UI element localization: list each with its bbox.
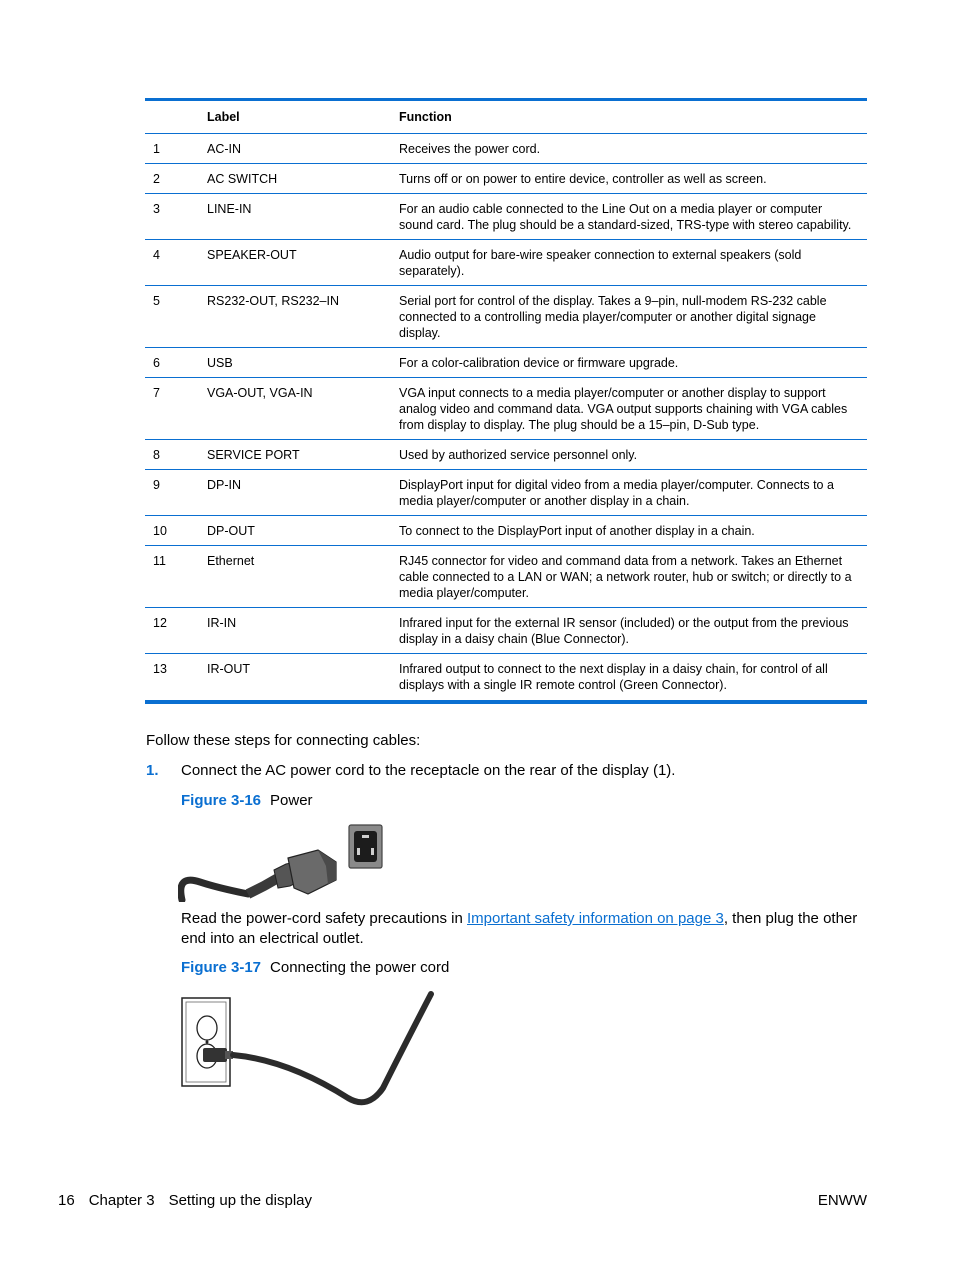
table-row — [145, 348, 867, 378]
row-number: 9 — [145, 470, 199, 516]
row-label: AC SWITCH — [199, 164, 391, 194]
row-label: SERVICE PORT — [199, 440, 391, 470]
table-row — [145, 654, 867, 703]
figure-caption-connecting — [181, 959, 449, 976]
row-function: Serial port for control of the display. Takes a 9–pin, null-modem RS-232 cable connected to a controlling media player/computer or another digital signage display. — [391, 286, 867, 348]
figure-number: Figure 3-17 — [181, 959, 262, 976]
row-function: Audio output for bare-wire speaker connection to external speakers (sold separately). — [391, 240, 867, 286]
wall-outlet-illustration — [178, 988, 448, 1113]
table-row — [145, 470, 867, 516]
table-row — [145, 378, 867, 440]
row-function: To connect to the DisplayPort input of another display in a chain. — [391, 516, 867, 546]
row-function: Turns off or on power to entire device, controller as well as screen. — [391, 164, 867, 194]
row-number: 8 — [145, 440, 199, 470]
row-number: 6 — [145, 348, 199, 378]
row-label: LINE-IN — [199, 194, 391, 240]
row-number: 10 — [145, 516, 199, 546]
figure-number: Figure 3-16 — [181, 792, 262, 809]
header-function: Function — [391, 100, 867, 134]
paragraph-text-after: , then plug the other end into an electrical outlet. — [181, 910, 858, 947]
row-function: Receives the power cord. — [391, 134, 867, 164]
row-label: DP-OUT — [199, 516, 391, 546]
row-number: 1 — [145, 134, 199, 164]
ports-table — [145, 98, 867, 704]
row-label: AC-IN — [199, 134, 391, 164]
power-cord-illustration — [178, 822, 388, 902]
table-row — [145, 286, 867, 348]
header-num — [145, 100, 199, 134]
row-function: VGA input connects to a media player/computer or another display to support analog video and command data. VGA output supports chaining with VGA cables from display to display. The plug should be a 15–pin, D-Sub type. — [391, 378, 867, 440]
step-text: Connect the AC power cord to the receptacle on the rear of the display (1). — [181, 762, 676, 779]
table-row — [145, 516, 867, 546]
header-label: Label — [199, 100, 391, 134]
row-function: Infrared input for the external IR sensor (included) or the output from the previous display in a daisy chain (Blue Connector). — [391, 608, 867, 654]
table-header-row — [145, 100, 867, 134]
table-row — [145, 240, 867, 286]
chapter-title: Setting up the display — [168, 1192, 312, 1209]
row-label: DP-IN — [199, 470, 391, 516]
row-number: 5 — [145, 286, 199, 348]
footer-left — [58, 1192, 312, 1209]
row-number: 4 — [145, 240, 199, 286]
table-body — [145, 134, 867, 703]
row-label: IR-OUT — [207, 662, 251, 676]
row-function: DisplayPort input for digital video from a media player/computer. Connects to a media player/computer or another display in a chain. — [391, 470, 867, 516]
safety-paragraph — [181, 909, 871, 949]
figure-caption-power — [181, 792, 313, 809]
row-label: USB — [199, 348, 391, 378]
paragraph-text-before: Read the power-cord safety precautions in — [181, 910, 467, 927]
chapter-label: Chapter 3 — [88, 1192, 155, 1209]
row-function: Used by authorized service personnel only. — [391, 440, 867, 470]
row-function: For a color-calibration device or firmware upgrade. — [391, 348, 867, 378]
row-number: 13 — [153, 662, 167, 676]
page-number: 16 — [58, 1192, 75, 1209]
safety-info-link[interactable]: Important safety information on page 3 — [467, 910, 724, 927]
table-row — [145, 134, 867, 164]
footer-right: ENWW — [817, 1192, 867, 1209]
row-number: 11 — [145, 546, 199, 608]
row-label: VGA-OUT, VGA-IN — [199, 378, 391, 440]
row-number: 7 — [145, 378, 199, 440]
row-function: For an audio cable connected to the Line Out on a media player or computer sound card. The plug should be a standard-sized, TRS-type with stereo capability. — [391, 194, 867, 240]
row-label: IR-IN — [199, 608, 391, 654]
table-row — [145, 194, 867, 240]
row-number: 3 — [145, 194, 199, 240]
row-label: RS232-OUT, RS232–IN — [199, 286, 391, 348]
row-function: Infrared output to connect to the next display in a daisy chain, for control of all displays with a single IR remote control (Green Connector). — [399, 662, 828, 692]
table-row — [145, 440, 867, 470]
table-row — [145, 164, 867, 194]
intro-text: Follow these steps for connecting cables: — [146, 732, 421, 749]
row-number: 2 — [145, 164, 199, 194]
row-label: Ethernet — [199, 546, 391, 608]
row-number: 12 — [145, 608, 199, 654]
table-row — [145, 546, 867, 608]
figure-title: Power — [270, 792, 313, 809]
figure-title: Connecting the power cord — [270, 959, 450, 976]
row-function: RJ45 connector for video and command data from a network. Takes an Ethernet cable connected to a LAN or WAN; a network router, hub or switch; or directly to a media player/computer. — [391, 546, 867, 608]
step-number: 1. — [146, 762, 159, 779]
table-row — [145, 608, 867, 654]
step-1 — [146, 762, 675, 779]
row-label: SPEAKER-OUT — [199, 240, 391, 286]
